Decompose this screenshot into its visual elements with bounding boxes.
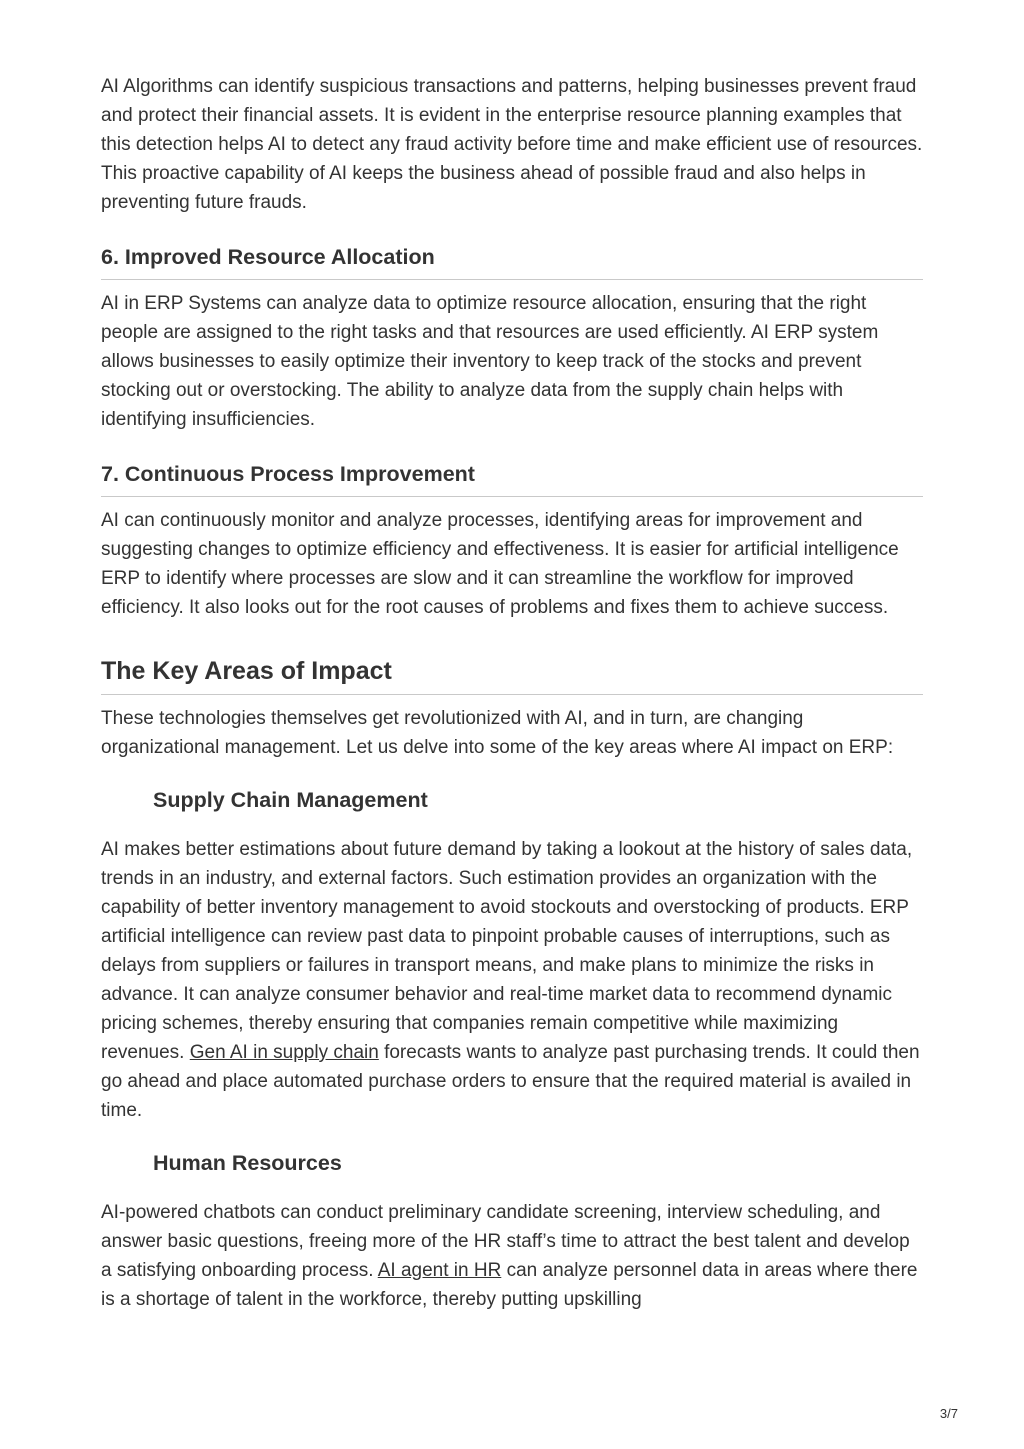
process-improvement-paragraph: AI can continuously monitor and analyze processes, identifying areas for improvement and suggesting changes to optimize efficiency and effectiveness. It is easier for artificial intelligence ERP to identify where processes are slow and it can streamline the workflow for improved efficiency. It also looks out for the root causes of problems and fixes them to achieve success.: [101, 510, 899, 618]
section-heading-process-improvement: 7. Continuous Process Improvement: [101, 460, 923, 497]
article-content: [101, 72, 923, 1314]
key-areas-paragraph: These technologies themselves get revolutionized with AI, and in turn, are changing organizational management. Let us delve into some of the key areas where AI impact on ERP:: [101, 708, 894, 758]
section-heading-key-areas: The Key Areas of Impact: [101, 655, 923, 695]
subheading-supply-chain: Supply Chain Management: [153, 788, 428, 812]
page-number: 3/7: [939, 1406, 958, 1421]
hr-text-end: can analyze personnel data in areas where there is a shortage of talent in the workforce, thereby putting upskilling: [101, 1260, 918, 1310]
section-heading-resource-allocation: 6. Improved Resource Allocation: [101, 243, 923, 280]
subheading-human-resources: Human Resources: [153, 1151, 342, 1175]
resource-allocation-paragraph: AI in ERP Systems can analyze data to optimize resource allocation, ensuring that the right people are assigned to the right tasks and that resources are used efficiently. AI ERP system allows businesses to easily optimize their inventory to keep track of the stocks and prevent stocking out or overstocking. The ability to analyze data from the supply chain helps with identifying insufficiencies.: [101, 293, 879, 430]
hr-text-start: AI-powered chatbots can conduct preliminary candidate screening, interview scheduling, and answer basic questions, freeing more of the HR staff’s time to attract the best talent and develop a satisfying onboarding process.: [101, 1202, 910, 1281]
gen-ai-supply-chain-link[interactable]: Gen AI in supply chain: [189, 1042, 379, 1063]
supply-chain-paragraph: [101, 835, 923, 1125]
supply-chain-text-start: AI makes better estimations about future demand by taking a lookout at the history of sales data, trends in an industry, and external factors. Such estimation provides an organization with the capability of better inventory management to avoid stockouts and overstocking of products. ERP artificial intelligence can review past data to pinpoint probable causes of interruptions, such as delays from suppliers or failures in transport means, and make plans to minimize the risks in advance. It can analyze consumer behavior and real-time market data to recommend dynamic pricing schemes, thereby ensuring that companies remain competitive while maximizing revenues.: [101, 839, 913, 1063]
intro-paragraph: AI Algorithms can identify suspicious transactions and patterns, helping businesses prevent fraud and protect their financial assets. It is evident in the enterprise resource planning examples that this detection helps AI to detect any fraud activity before time and make efficient use of resources. This proactive capability of AI keeps the business ahead of possible fraud and also helps in preventing future frauds.: [101, 76, 923, 213]
supply-chain-text-end: forecasts wants to analyze past purchasing trends. It could then go ahead and place automated purchase orders to ensure that the required material is availed in time.: [101, 1042, 920, 1121]
ai-agent-hr-link[interactable]: AI agent in HR: [377, 1260, 502, 1281]
human-resources-paragraph: [101, 1198, 923, 1314]
